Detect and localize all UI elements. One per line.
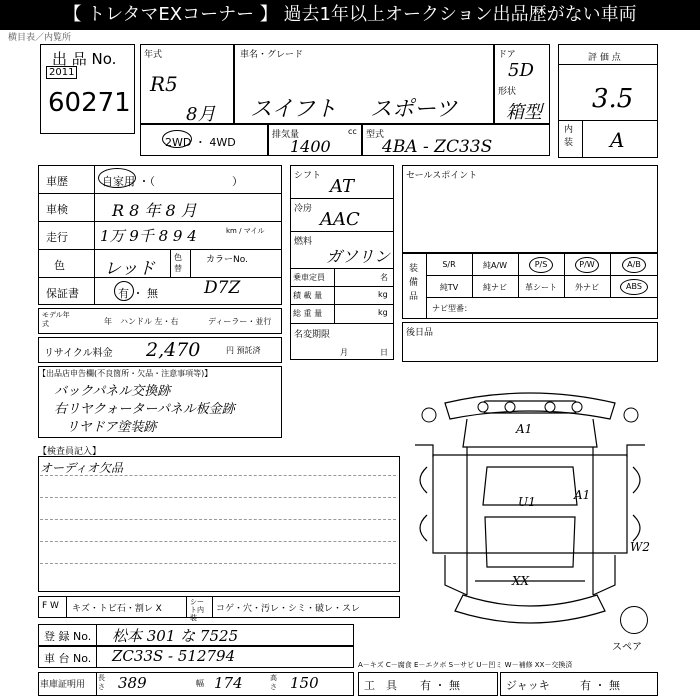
certificate-width: 174	[214, 674, 243, 692]
score-value: 3.5	[592, 84, 634, 114]
mileage-label: 走行	[46, 231, 68, 244]
fw-sheet: シート内装	[190, 598, 204, 622]
year-era: R5	[150, 72, 178, 96]
car-name: スイフト	[250, 97, 337, 122]
fw-items: キズ・トビ石・割レ X	[72, 604, 162, 614]
equip-abs: ABS	[626, 282, 642, 291]
model-year-year: 年	[104, 317, 112, 326]
door-label: ドア	[498, 50, 516, 60]
equip-sr: S/R	[442, 260, 456, 269]
interior-value: A	[610, 128, 625, 152]
color-label: 色	[54, 259, 65, 272]
inspector-box	[38, 456, 400, 592]
model-label: 型式	[366, 130, 385, 140]
sheet-top-note: 横目表／内覧所	[8, 33, 72, 43]
equip-tv: 純TV	[439, 283, 459, 292]
model-year-dealer: ディーラー・並行	[208, 317, 272, 326]
lot-tag: 2011	[46, 66, 77, 79]
spare-label: スペア	[612, 642, 642, 653]
capacity-label: 乗車定員	[293, 273, 325, 282]
certificate-length: 389	[118, 674, 147, 692]
model-value: 4BA - ZC33S	[382, 137, 493, 157]
mileage-unit: km / マイル	[226, 227, 265, 235]
equip-navi-model: ナビ型番：	[432, 304, 472, 313]
year-label: 年式	[144, 50, 163, 60]
displacement-unit: cc	[348, 127, 357, 136]
fw-label: F W	[42, 601, 59, 611]
color-code-value: D7Z	[204, 278, 241, 298]
inspection-label: 車検	[46, 203, 68, 216]
color-value: レッド	[104, 259, 155, 279]
score-label: 評 価 点	[588, 53, 621, 63]
inspection-value: R 8 年 8 月	[112, 201, 197, 220]
equip-ext-navi: 外ナビ	[575, 283, 599, 292]
load-label: 積 載 量	[293, 291, 323, 300]
recycle-label: リサイクル料金	[44, 348, 113, 359]
lot-number: 60271	[48, 88, 131, 118]
diagram-w2: W2	[630, 540, 650, 554]
equip-navi: 純ナビ	[483, 283, 507, 292]
interior-label: 内 装	[564, 125, 574, 148]
warranty-label: 保証書	[46, 287, 79, 300]
mileage-value: 1万 9千 8 9 4	[100, 227, 197, 245]
color-code-label: カラーNo.	[206, 255, 248, 265]
year-month: 8月	[186, 104, 216, 125]
inspector-label: 【検査員記入】	[38, 447, 102, 457]
certificate-height-label: 高さ	[270, 674, 277, 691]
chassis-value: ZC33S - 512794	[112, 647, 236, 665]
history-label: 車歴	[46, 175, 68, 188]
remarks-line2: 右リヤクォーターパネル板金跡	[54, 402, 235, 417]
model-year-label: モデル年式	[42, 311, 70, 328]
diagram-a1-rear: A1	[574, 488, 591, 502]
registration-value: 松本 301 な 7525	[112, 627, 239, 645]
tools-options: 有 ・ 無	[420, 679, 460, 692]
banner-title: 【 トレタマEXコーナー 】 過去1年以上オークション出品歴がない車両	[0, 0, 700, 30]
shape-value: 箱型	[506, 102, 542, 123]
name-change-label: 名変期限	[294, 330, 331, 340]
drive-options: 2WD ・ 4WD	[165, 136, 236, 149]
equip-ps: P/S	[534, 260, 548, 269]
chassis-label: 車 台 No.	[44, 652, 92, 665]
model-year-handle: ハンドル 左・右	[120, 317, 179, 326]
equip-pw: P/W	[579, 260, 595, 269]
shift-label: シフト	[294, 171, 322, 181]
fuel-label: 燃料	[294, 237, 313, 247]
inspector-note: オーディオ欠品	[40, 461, 124, 475]
registration-label: 登 録 No.	[44, 630, 92, 643]
weight-label: 総 重 量	[293, 309, 323, 318]
remarks-label: 【出品店申告欄(不良箇所・欠品・注意事項等)】	[38, 369, 213, 378]
remarks-line3: リヤドア塗装跡	[66, 420, 157, 435]
diagram-a1-front: A1	[516, 422, 533, 436]
diagram-xx: XX	[512, 574, 530, 588]
equipment-label: 装 備 品	[409, 264, 419, 302]
warranty-options: 有 ・ 無	[118, 287, 158, 300]
jack-label: ジャッキ	[506, 679, 550, 692]
recycle-value: 2,470	[146, 339, 201, 361]
equip-ab: A/B	[627, 260, 641, 269]
load-unit: kg	[378, 290, 388, 299]
color-change-label: 色 替	[174, 253, 182, 273]
aircon-value: AAC	[320, 209, 360, 230]
equip-leather: 革シート	[525, 283, 557, 292]
tools-label: 工 具	[364, 679, 397, 692]
capacity-unit: 名	[380, 273, 388, 282]
name-change-day: 日	[380, 348, 388, 357]
fw-items2: コゲ・穴・汚レ・シミ・破レ・スレ	[216, 604, 361, 614]
displacement-label: 排気量	[272, 130, 300, 140]
certificate-height: 150	[290, 674, 319, 692]
jack-options: 有 ・ 無	[580, 679, 620, 692]
certificate-label: 車庫証明用	[40, 680, 86, 690]
certificate-width-label: 幅	[196, 679, 204, 688]
car-grade: スポーツ	[370, 97, 458, 122]
weight-unit: kg	[378, 308, 388, 317]
history-options: 自家用 ・（ ）	[102, 175, 243, 188]
shape-label: 形状	[498, 87, 517, 97]
spare-tire-circle	[620, 606, 648, 634]
certificate-length-label: 長さ	[98, 674, 105, 691]
car-label: 車名・グレード	[240, 50, 304, 60]
remarks-line1: バックパネル交換跡	[54, 384, 171, 399]
aircon-label: 冷房	[294, 204, 313, 214]
damage-legend: A－キズ C－腐食 E－エクボ S－サビ U－凹ミ W－補修 XX－交換済	[358, 661, 573, 669]
fuel-value: ガソリン	[326, 247, 391, 266]
recycle-unit: 円 預託済	[226, 346, 261, 355]
name-change-month: 月	[340, 348, 348, 357]
later-label: 後日品	[406, 328, 434, 338]
sales-point-label: セールスポイント	[406, 171, 478, 181]
door-value: 5D	[508, 60, 534, 81]
lot-label: 出 品 No.	[52, 50, 117, 68]
equip-aw: 純A/W	[482, 261, 508, 270]
later-box	[402, 322, 658, 362]
diagram-u1: U1	[518, 495, 536, 509]
shift-value: AT	[330, 176, 355, 197]
displacement-value: 1400	[290, 137, 331, 156]
